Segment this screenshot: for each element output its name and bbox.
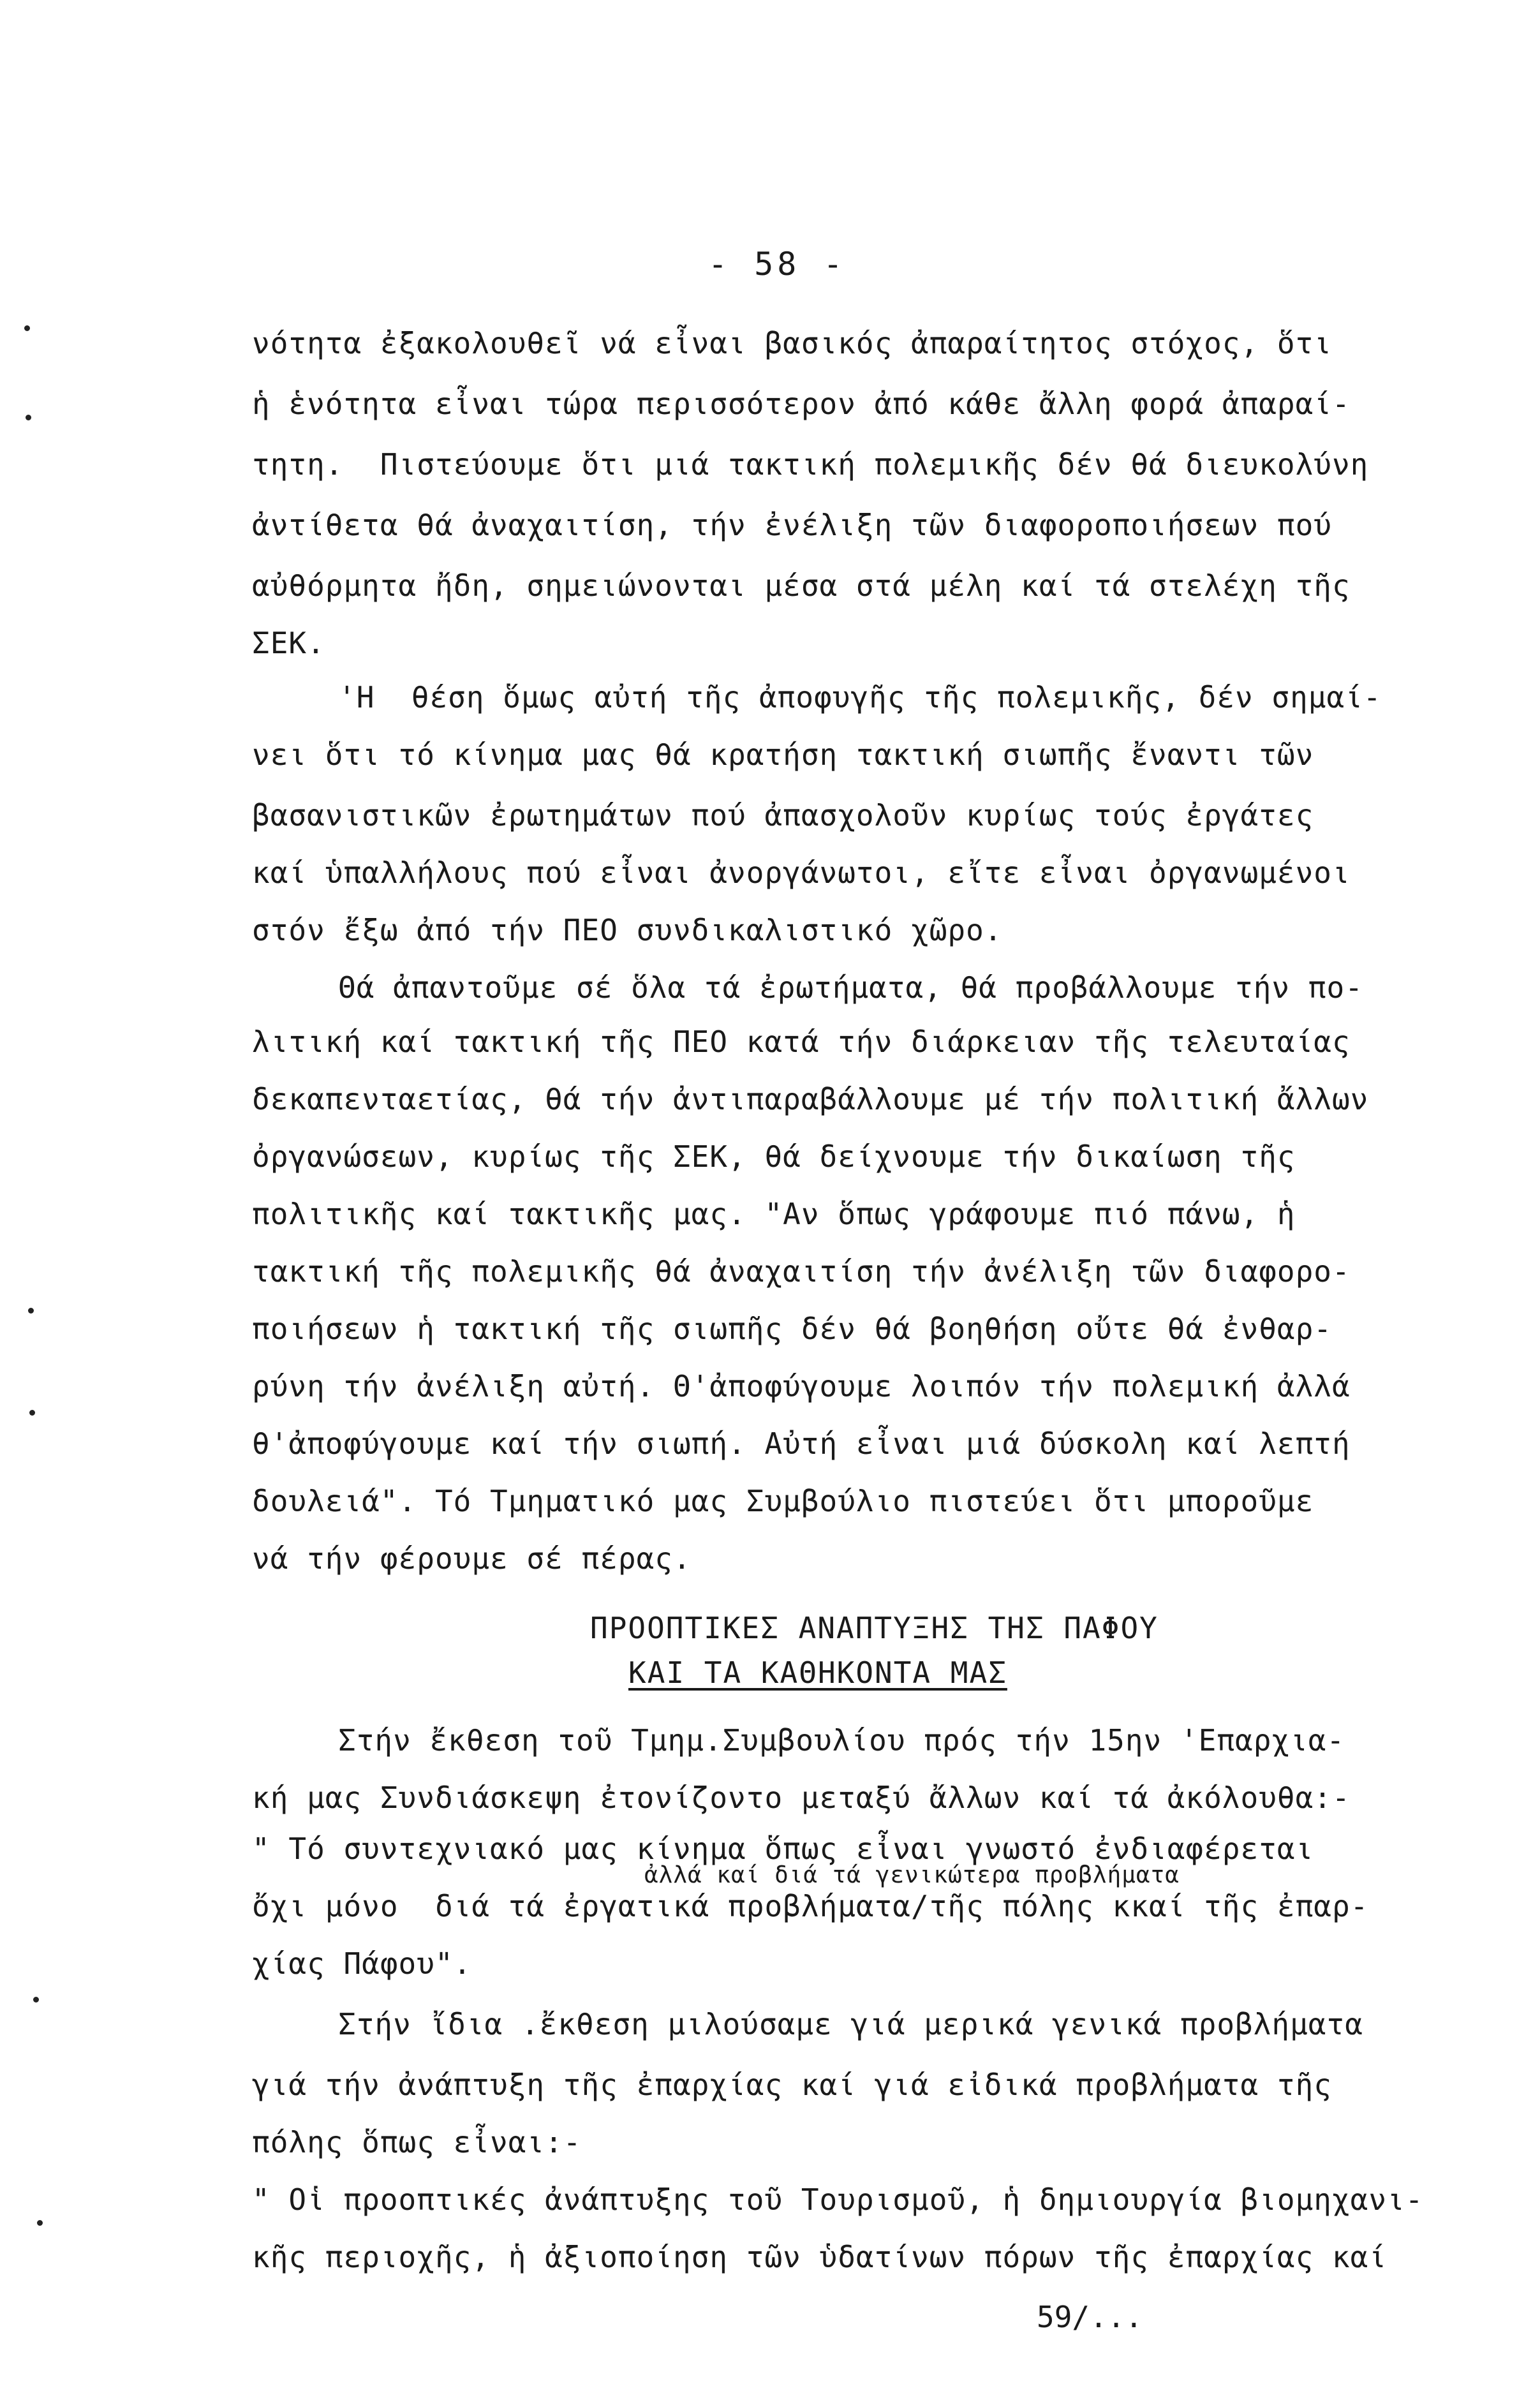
continuation-marker: 59/... bbox=[1037, 2300, 1143, 2334]
text-line: δεκαπενταετίας, θά τήν ἀντιπαραβάλλουμε μέ τήν πολιτική ἄλλων bbox=[252, 1082, 1369, 1116]
text-line: κῆς περιοχῆς, ἡ ἀξιοποίηση τῶν ὑδατίνων πόρων τῆς ἐπαρχίας καί bbox=[252, 2240, 1388, 2274]
text-line: 'Η θέση ὅμως αὐτή τῆς ἀποφυγῆς τῆς πολεμικῆς, δέν σημαί- bbox=[338, 680, 1382, 714]
interlinear-insert: ἀλλά καί διά τά γενικώτερα προβλήματα bbox=[644, 1862, 1180, 1888]
text-line: Θά ἀπαντοῦμε σέ ὅλα τά ἐρωτήματα, θά προβάλλουμε τήν πο- bbox=[338, 970, 1363, 1005]
text-line: θ'ἀποφύγουμε καί τήν σιωπή. Αὐτή εἶναι μιά δύσκολη καί λεπτή bbox=[252, 1426, 1351, 1461]
section-heading-underlined: ΚΑΙ ΤΑ ΚΑΘΗΚΟΝΤΑ ΜΑΣ bbox=[628, 1655, 1007, 1690]
text-line: ὄχι μόνο διά τά ἐργατικά προβλήματα/τῆς πόλης κκαί τῆς ἐπαρ- bbox=[252, 1889, 1369, 1923]
text-line: γιά τήν ἀνάπτυξη τῆς ἐπαρχίας καί γιά εἰδικά προβλήματα τῆς bbox=[252, 2068, 1332, 2102]
scan-speck bbox=[28, 1308, 34, 1314]
text-line: βασανιστικῶν ἐρωτημάτων πού ἀπασχολοῦν κυρίως τούς ἐργάτες bbox=[252, 798, 1314, 833]
scan-speck bbox=[37, 2220, 43, 2226]
text-line: χίας Πάφου". bbox=[252, 1946, 472, 1981]
text-line: καί ὑπαλλήλους πού εἶναι ἀνοργάνωτοι, εἴτε εἶναι ὀργανωμένοι bbox=[252, 855, 1351, 890]
text-line: ἡ ἑνότητα εἶναι τώρα περισσότερον ἀπό κάθε ἄλλη φορά ἀπαραί- bbox=[252, 387, 1351, 421]
text-line: δουλειά". Τό Τμηματικό μας Συμβούλιο πιστεύει ὅτι μποροῦμε bbox=[252, 1484, 1314, 1518]
page-number: - 58 - bbox=[708, 246, 847, 283]
text-line: Στήν ἴδια .ἔκθεση μιλούσαμε γιά μερικά γενικά προβλήματα bbox=[338, 2007, 1363, 2041]
scan-speck bbox=[26, 415, 31, 420]
scan-speck bbox=[29, 1410, 35, 1416]
text-line: τητη. Πιστεύουμε ὅτι μιά τακτική πολεμικῆς δέν θά διευκολύνη bbox=[252, 447, 1369, 482]
text-line: νει ὅτι τό κίνημα μας θά κρατήση τακτική σιωπῆς ἔναντι τῶν bbox=[252, 737, 1314, 772]
section-heading: ΠΡΟΟΠΤΙΚΕΣ ΑΝΑΠΤΥΞΗΣ ΤΗΣ ΠΑΦΟΥ bbox=[590, 1611, 1159, 1645]
text-line: τακτική τῆς πολεμικῆς θά ἀναχαιτίση τήν ἀνέλιξη τῶν διαφορο- bbox=[252, 1254, 1351, 1289]
text-line: Στήν ἔκθεση τοῦ Τμημ.Συμβουλίου πρός τήν 15ην 'Επαρχια- bbox=[338, 1723, 1345, 1758]
text-line: ἀντίθετα θά ἀναχαιτίση, τήν ἐνέλιξη τῶν διαφοροποιήσεων πού bbox=[252, 508, 1332, 542]
text-line: ΣΕΚ. bbox=[252, 626, 325, 660]
text-line: νά τήν φέρουμε σέ πέρας. bbox=[252, 1541, 692, 1576]
text-line: ποιήσεων ἡ τακτική τῆς σιωπῆς δέν θά βοηθήση οὔτε θά ἐνθαρ- bbox=[252, 1312, 1332, 1346]
text-line: νότητα ἐξακολουθεῖ νά εἶναι βασικός ἀπαραίτητος στόχος, ὅτι bbox=[252, 326, 1332, 360]
scan-speck bbox=[24, 325, 30, 331]
text-line: " Τό συντεχνιακό μας κίνημα ὅπως εἶναι γνωστό ἐνδιαφέρεται bbox=[252, 1832, 1314, 1866]
text-line: λιτική καί τακτική τῆς ΠΕΟ κατά τήν διάρκειαν τῆς τελευταίας bbox=[252, 1025, 1351, 1059]
text-line: πολιτικῆς καί τακτικῆς μας. "Αν ὅπως γράφουμε πιό πάνω, ἡ bbox=[252, 1197, 1296, 1231]
text-line: ρύνη τήν ἀνέλιξη αὐτή. Θ'ἀποφύγουμε λοιπόν τήν πολεμική ἀλλά bbox=[252, 1369, 1351, 1403]
text-line: κή μας Συνδιάσκεψη ἐτονίζοντο μεταξύ ἄλλων καί τά ἀκόλουθα:- bbox=[252, 1781, 1351, 1815]
text-line: στόν ἔξω ἀπό τήν ΠΕΟ συνδικαλιστικό χῶρο. bbox=[252, 913, 1003, 947]
scan-speck bbox=[33, 1997, 39, 2003]
text-line: πόλης ὅπως εἶναι:- bbox=[252, 2125, 582, 2159]
text-line: ὀργανώσεων, κυρίως τῆς ΣΕΚ, θά δείχνουμε τήν δικαίωση τῆς bbox=[252, 1139, 1296, 1174]
text-line: " Οἱ προοπτικές ἀνάπτυξης τοῦ Τουρισμοῦ, ἡ δημιουργία βιομηχανι- bbox=[252, 2182, 1424, 2217]
text-line: αὐθόρμητα ἤδη, σημειώνονται μέσα στά μέλη καί τά στελέχη τῆς bbox=[252, 568, 1351, 603]
